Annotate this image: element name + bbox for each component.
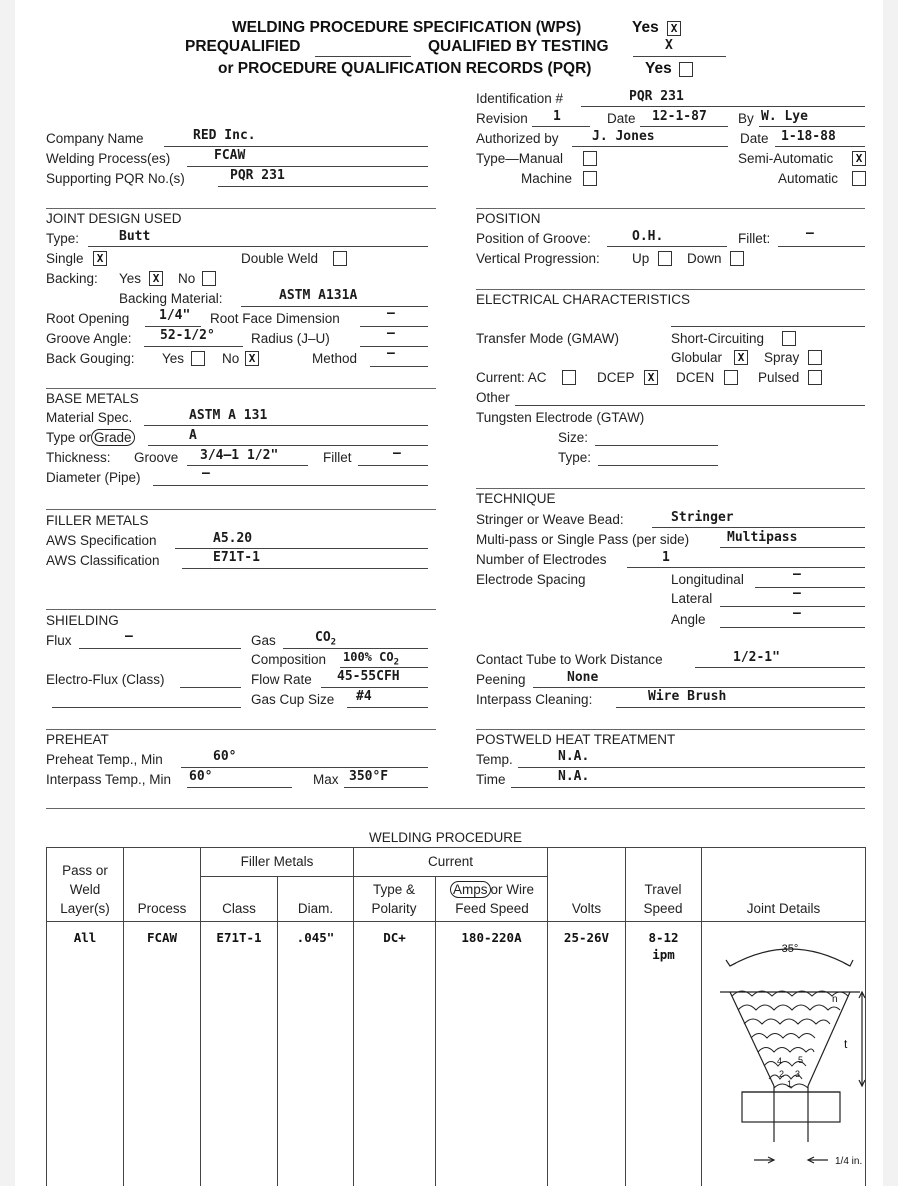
amps-circled-label: Amps [450,881,491,898]
joint-type-value[interactable]: Butt [119,229,151,244]
type-or-label: Type or [46,430,92,445]
grade-circled-label: Grade [91,429,135,446]
backing-no-label: No [178,271,196,286]
col-joint-header: Joint Details [746,901,821,916]
welding-process-value[interactable]: FCAW [214,148,246,163]
number-electrodes-label: Number of Electrodes [476,552,607,567]
position-of-groove-value[interactable]: O.H. [632,229,664,244]
row-pass-cell[interactable]: All [73,930,97,945]
diameter-value[interactable]: — [202,466,210,481]
current-group-header: Current [427,854,473,869]
by-label: By [738,111,754,126]
backing-yes-checkbox[interactable]: X [149,271,163,286]
position-fillet-label: Fillet: [738,231,771,246]
aws-classification-label: AWS Classification [46,553,160,568]
aws-specification-label: AWS Specification [46,533,157,548]
back-gouging-yes-label: Yes [162,351,185,366]
row-travel-cell-line1[interactable]: 8-12 [648,930,679,945]
backing-yes-label: Yes [119,271,142,286]
pass-3-label: 3 [795,1069,801,1079]
row-amps-cell[interactable]: 180-220A [461,930,522,945]
supporting-pqr-value[interactable]: PQR 231 [230,168,285,183]
supporting-pqr-label: Supporting PQR No.(s) [46,171,185,186]
by-value[interactable]: W. Lye [761,109,808,124]
thickness-groove-value[interactable]: 3/4—1 1/2" [200,448,279,463]
row-volts-cell[interactable]: 25-26V [563,930,610,945]
thickness-groove-label: Groove [134,450,179,465]
lateral-value[interactable]: — [793,586,801,601]
pulsed-label: Pulsed [758,370,800,385]
technique-heading: TECHNIQUE [476,491,556,506]
position-fillet-value[interactable]: — [806,226,814,241]
other-label: Other [476,390,510,405]
material-spec-label: Material Spec. [46,410,133,425]
gas-cup-size-label: Gas Cup Size [251,692,335,707]
joint-detail-diagram [702,922,865,1186]
backing-material-label: Backing Material: [119,291,223,306]
identification-label: Identification # [476,91,564,106]
back-gouging-no-label: No [222,351,240,366]
revision-date-label: Date [607,111,636,126]
interpass-temp-label: Interpass Temp., Min [46,772,172,787]
pwht-time-label: Time [476,772,506,787]
back-gouging-no-checkbox[interactable]: X [245,351,259,366]
revision-label: Revision [476,111,528,126]
root-opening-annotation: 1/4 in. [835,1156,863,1167]
authorized-by-label: Authorized by [476,131,559,146]
transfer-mode-label: Transfer Mode (GMAW) [476,331,620,346]
tungsten-type-label: Type: [558,450,592,465]
authorized-by-value[interactable]: J. Jones [592,129,655,144]
semi-automatic-checkbox[interactable]: X [852,151,866,166]
revision-value[interactable]: 1 [553,109,561,124]
interpass-cleaning-value[interactable]: Wire Brush [648,689,727,704]
thickness-fillet-value[interactable]: — [393,446,401,461]
gas-cup-size-value[interactable]: #4 [356,689,372,704]
flow-rate-label: Flow Rate [251,672,312,687]
pwht-temp-label: Temp. [476,752,513,767]
pass-2-label: 2 [779,1069,785,1079]
dcep-checkbox[interactable]: X [644,370,658,385]
machine-label: Machine [521,171,573,186]
thickness-fillet-label: Fillet [323,450,352,465]
lateral-label: Lateral [671,591,713,606]
semi-automatic-label: Semi-Automatic [738,151,834,166]
max-temp-label: Max [313,772,339,787]
pwht-heading: POSTWELD HEAT TREATMENT [476,732,676,747]
row-process-cell[interactable]: FCAW [146,930,178,945]
company-name-value[interactable]: RED Inc. [193,128,256,143]
backing-label: Backing: [46,271,98,286]
backing-material-value[interactable]: ASTM A131A [279,288,358,303]
flux-value[interactable]: — [125,629,133,644]
row-type-polarity-cell[interactable]: DC+ [383,930,406,945]
col-travel-header: Travel Speed [643,882,683,916]
revision-date-value[interactable]: 12-1-87 [652,109,707,124]
col-diam-header: Diam. [297,901,334,916]
qualified-by-testing-value[interactable]: X [665,38,673,53]
filler-metals-group-header: Filler Metals [240,854,314,869]
authorized-date-label: Date [740,131,769,146]
root-opening-value[interactable]: 1/4" [159,308,191,323]
gas-label: Gas [251,633,276,648]
pass-1-label: 1 [787,1079,793,1089]
pass-4-label: 4 [777,1056,783,1066]
wps-form [15,0,883,1186]
peening-value[interactable]: None [567,670,599,685]
preheat-heading: PREHEAT [46,732,109,747]
longitudinal-label: Longitudinal [671,572,744,587]
prequalified-label: PREQUALIFIED [185,38,301,55]
peening-label: Peening [476,672,526,687]
groove-angle-value[interactable]: 52-1/2° [160,328,215,343]
radius-label: Radius (J–U) [251,331,330,346]
electro-flux-label: Electro-Flux (Class) [46,672,165,687]
current-ac-label: Current: AC [476,370,547,385]
row-class-cell[interactable]: E71T-1 [216,930,262,945]
vertical-progression-label: Vertical Progression: [476,251,600,266]
preheat-temp-label: Preheat Temp., Min [46,752,163,767]
company-name-label: Company Name [46,131,144,146]
col-class-header: Class [222,901,256,916]
aws-classification-value[interactable]: E71T-1 [213,550,260,565]
interpass-temp-value[interactable]: 60° [189,769,213,784]
welding-process-label: Welding Process(es) [46,151,171,166]
root-face-value[interactable]: — [387,306,395,321]
filler-metals-heading: FILLER METALS [46,513,149,528]
qualified-by-testing-label: QUALIFIED BY TESTING [428,38,609,55]
stringer-weave-value[interactable]: Stringer [671,510,734,525]
tungsten-label: Tungsten Electrode (GTAW) [476,410,645,425]
flux-label: Flux [46,633,72,648]
dcep-label: DCEP [597,370,635,385]
aws-specification-value[interactable]: A5.20 [213,531,253,546]
flow-rate-value[interactable]: 45-55CFH [337,669,400,684]
short-circuiting-label: Short-Circuiting [671,331,765,346]
position-heading: POSITION [476,211,541,226]
type-grade-value[interactable]: A [189,428,197,443]
pqr-yes-label: Yes [645,60,672,77]
pqr-title: or PROCEDURE QUALIFICATION RECORDS (PQR) [218,60,592,77]
thickness-t-label: t [844,1037,848,1051]
row-diam-cell[interactable]: .045" [296,930,335,945]
wps-yes-checkbox[interactable]: X [667,21,681,36]
electrical-heading: ELECTRICAL CHARACTERISTICS [476,292,691,307]
pwht-temp-value[interactable]: N.A. [558,749,590,764]
pass-n-label: n [832,994,838,1005]
down-label: Down [687,251,722,266]
up-label: Up [632,251,650,266]
double-weld-label: Double Weld [241,251,319,266]
col-process-header: Process [137,901,187,916]
pwht-time-value[interactable]: N.A. [558,769,590,784]
globular-checkbox[interactable]: X [734,350,748,365]
gas-value[interactable]: $CO_2$ [315,630,337,648]
material-spec-value[interactable]: ASTM A 131 [189,408,268,423]
shielding-heading: SHIELDING [46,613,119,628]
row-travel-cell-line2[interactable]: ipm [652,947,675,962]
root-face-label: Root Face Dimension [210,311,340,326]
stringer-weave-label: Stringer or Weave Bead: [476,512,624,527]
composition-value[interactable]: 100% $CO_2$ [343,650,399,668]
spray-label: Spray [764,350,800,365]
joint-design-heading: JOINT DESIGN USED [46,211,182,226]
method-label: Method [312,351,358,366]
composition-label: Composition [251,652,327,667]
col-type-polarity-header: Type & Polarity [371,882,417,916]
number-electrodes-value[interactable]: 1 [662,550,670,565]
multipass-label: Multi-pass or Single Pass (per side) [476,532,690,547]
identification-value[interactable]: PQR 231 [629,89,684,104]
longitudinal-value[interactable]: — [793,567,801,582]
back-gouging-label: Back Gouging: [46,351,135,366]
welding-procedure-heading: WELDING PROCEDURE [369,830,523,845]
contact-tube-value[interactable]: 1/2-1" [733,650,780,665]
interpass-cleaning-label: Interpass Cleaning: [476,692,593,707]
preheat-temp-value[interactable]: 60° [213,749,237,764]
type-manual-label: Type—Manual [476,151,564,166]
thickness-label: Thickness: [46,450,111,465]
position-of-groove-label: Position of Groove: [476,231,591,246]
col-amps-header: Amps or Wire Feed Speed [439,880,545,918]
dcen-label: DCEN [676,370,715,385]
joint-type-label: Type: [46,231,80,246]
method-value[interactable]: — [387,346,395,361]
form-title: WELDING PROCEDURE SPECIFICATION (WPS) [232,19,582,36]
root-opening-label: Root Opening [46,311,130,326]
groove-angle-annotation: 35° [781,943,799,955]
single-label: Single [46,251,84,266]
multipass-value[interactable]: Multipass [727,530,798,545]
pass-5-label: 5 [798,1055,804,1065]
tungsten-size-label: Size: [558,430,589,445]
authorized-date-value[interactable]: 1-18-88 [781,129,836,144]
base-metals-heading: BASE METALS [46,391,139,406]
automatic-label: Automatic [778,171,839,186]
col-pass-header: Pass or Weld Layer(s) [60,863,110,916]
single-checkbox[interactable]: X [93,251,107,266]
radius-value[interactable]: — [387,326,395,341]
angle-value[interactable]: — [793,606,801,621]
col-volts-header: Volts [571,901,602,916]
globular-label: Globular [671,350,723,365]
groove-angle-label: Groove Angle: [46,331,132,346]
diameter-label: Diameter (Pipe) [46,470,141,485]
angle-label: Angle [671,612,706,627]
electrode-spacing-label: Electrode Spacing [476,572,586,587]
contact-tube-label: Contact Tube to Work Distance [476,652,663,667]
max-temp-value[interactable]: 350°F [349,769,389,784]
wps-yes-label: Yes [632,19,659,36]
